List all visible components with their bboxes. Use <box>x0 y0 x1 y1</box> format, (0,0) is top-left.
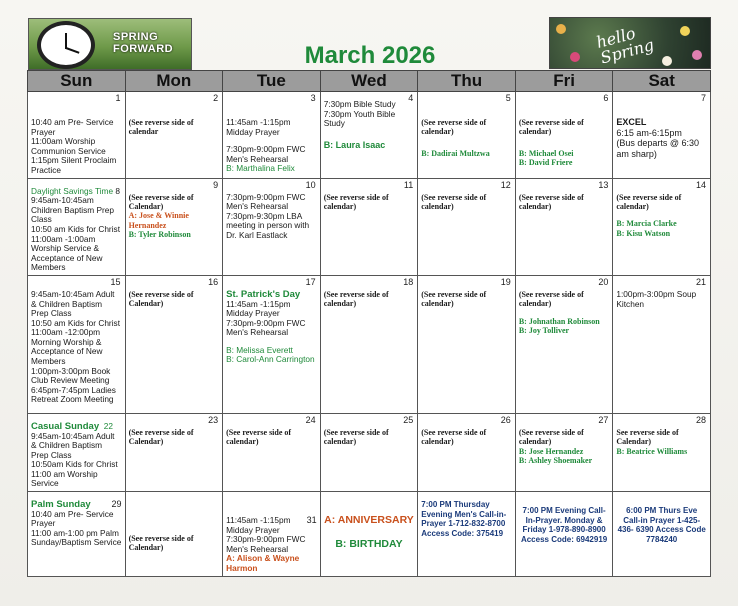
anniversary-legend: A: ANNIVERSARY <box>324 514 414 527</box>
day-events: (See reverse side of calendar) <box>518 427 584 447</box>
day-events: 7:30pm Bible Study 7:30pm Youth Bible Study <box>323 99 396 129</box>
hello-spring-image <box>549 17 711 69</box>
call-in-prayer-thurs-eve <box>613 492 711 577</box>
day-number: 10 <box>305 179 316 190</box>
birthday-names: B: Dadirai Multzwa <box>421 148 490 158</box>
day-number: 2 <box>213 93 219 103</box>
day-events: 7:30pm-9:00pm FWC Men's Rehearsal <box>226 144 306 164</box>
day-events: 11:45am -1:15pm Midday Prayer 7:30pm-9:00pm FWC Men's Rehearsal <box>226 515 306 554</box>
day-cell-15 <box>28 275 126 413</box>
day-events: 6:15 am-6:15pm (Bus departs @ 6:30 am sharp) <box>616 127 700 159</box>
event-title: EXCEL <box>616 117 647 127</box>
day-cell-23 <box>125 413 223 491</box>
weekday-sat: Sat <box>613 71 711 92</box>
birthday-names: B: Melissa Everett B: Carol-Ann Carrington <box>226 344 315 365</box>
day-cell-10 <box>223 178 321 275</box>
day-number: 26 <box>500 414 511 425</box>
weekday-header-row <box>28 71 711 92</box>
day-events: (See reverse side of calendar) <box>518 289 584 309</box>
day-number: 16 <box>208 276 219 287</box>
day-cell-11 <box>320 178 418 275</box>
call-in-text: 6:00 PM Thurs Eve Call-in Prayer 1-425-436- 6390 Access Code 7784240 <box>617 506 706 544</box>
weekday-fri: Fri <box>515 71 613 92</box>
call-in-text: 7:00 PM Thursday Evening Men's Call-in- Prayer 1-712-832-8700 Access Code: 375419 <box>421 500 507 538</box>
day-events: (See reverse side of calendar) <box>323 427 389 447</box>
day-cell-6 <box>515 92 613 179</box>
birthday-names: B: Laura Isaac <box>323 139 386 150</box>
day-events: (See reverse side of calendar) <box>421 289 487 309</box>
day-number: 3 <box>310 93 316 103</box>
day-number: 24 <box>305 414 316 425</box>
spring-forward-text: SPRING FORWARD <box>113 31 174 55</box>
day-number: 25 <box>403 414 414 425</box>
week-row <box>28 413 711 491</box>
day-number: 31 <box>306 515 317 526</box>
call-in-text: 7:00 PM Evening Call-In-Prayer. Monday & Friday 1-978-890-8900 Access Code: 6942919 <box>520 506 608 544</box>
day-number: 12 <box>500 179 511 190</box>
day-number: 15 <box>110 276 121 287</box>
day-events: (See reverse side of calendar) <box>518 192 584 211</box>
day-number: 23 <box>208 414 219 425</box>
day-cell-16 <box>125 275 223 413</box>
call-in-prayer-thursday <box>418 492 516 577</box>
day-events: 10:40 am Pre- Service Prayer 11:00 am-1:00 pm Palm Sunday/Baptism Service <box>31 508 122 548</box>
day-cell-26 <box>418 413 516 491</box>
day-events: (See reverse side of calendar) <box>421 192 487 211</box>
day-cell-18 <box>320 275 418 413</box>
birthday-names: B: Marthalina Felix <box>226 163 295 174</box>
event-title: Casual Sunday <box>31 420 100 432</box>
day-cell-5 <box>418 92 516 179</box>
hello-spring-text: hello Spring <box>594 23 656 68</box>
day-cell-21 <box>613 275 711 413</box>
day-cell-27 <box>515 413 613 491</box>
day-number: 22 <box>103 420 113 431</box>
day-cell-25 <box>320 413 418 491</box>
birthday-names: B: Marcia Clarke B: Kisu Watson <box>616 219 677 238</box>
day-events: (See reverse side of calendar <box>128 118 194 137</box>
day-number: 17 <box>305 276 316 287</box>
day-number: 4 <box>408 93 414 103</box>
day-events: 10:40 am Pre- Service Prayer 11:00am Worship Communion Service 1:15pm Silent Proclaim Practice <box>31 117 117 175</box>
day-events: (See reverse side of Calendar) <box>128 192 194 211</box>
weekday-wed: Wed <box>320 71 418 92</box>
day-cell-24 <box>223 413 321 491</box>
calendar-grid <box>27 70 711 577</box>
day-number: 19 <box>500 276 511 287</box>
day-events: (See reverse side of calendar) <box>323 192 389 211</box>
day-number: 28 <box>695 414 706 425</box>
day-number: 8 <box>115 185 121 196</box>
day-number: 27 <box>598 414 609 425</box>
week-row <box>28 92 711 179</box>
day-events: 11:45am -1:15pm Midday Prayer 7:30pm-9:00pm FWC Men's Rehearsal <box>226 298 306 338</box>
week-row <box>28 178 711 275</box>
week-row <box>28 275 711 413</box>
day-events: 9:45am-10:45am Children Baptism Prep Class 10:50 am Kids for Christ 11:00am -1:00am Worship Service & Acceptance of New Members <box>31 195 120 273</box>
day-cell-7 <box>613 92 711 179</box>
day-cell-3 <box>223 92 321 179</box>
anniversary-names: A: Alison & Wayne Harmon <box>226 553 300 574</box>
day-cell-13 <box>515 178 613 275</box>
day-events: 9:45am-10:45am Adult & Children Baptism Prep Class 10:50 am Kids for Christ 11:00am -12:00pm Morning Worship & Acceptance of New Members 1:00pm-3:00pm Book Club Review Meeting 6:45pm-7:45pm Ladies Retreat Zoom Meeting <box>31 288 120 405</box>
day-events: (See reverse side of Calendar) <box>128 289 194 309</box>
event-title: St. Patrick's Day <box>226 288 301 300</box>
day-events: (See reverse side of Calendar) <box>128 534 194 553</box>
day-cell-12 <box>418 178 516 275</box>
day-events: (See reverse side of calendar) <box>421 427 487 447</box>
day-number: 18 <box>403 276 414 287</box>
day-events: See reverse side of Calendar) <box>616 427 679 447</box>
day-cell-2 <box>125 92 223 179</box>
day-number: 7 <box>700 93 706 103</box>
day-cell-22 <box>28 413 126 491</box>
day-cell-4 <box>320 92 418 179</box>
event-title: Palm Sunday <box>31 499 91 511</box>
weekday-tue: Tue <box>223 71 321 92</box>
day-cell-9 <box>125 178 223 275</box>
day-events: (See reverse side of Calendar) <box>128 427 194 447</box>
day-number: 6 <box>603 93 609 103</box>
spring-forward-image <box>28 18 192 70</box>
day-cell-14 <box>613 178 711 275</box>
day-events: (See reverse side of calendar) <box>421 118 487 137</box>
birthday-names: B: Beatrice Williams <box>616 446 688 456</box>
day-number: 29 <box>111 499 122 510</box>
day-number: 20 <box>598 276 609 287</box>
event-title: Daylight Savings Time <box>31 185 114 196</box>
anniversary-names: A: Jose & Winnie Hernandez <box>128 211 189 230</box>
call-in-prayer-mon-fri <box>515 492 613 577</box>
birthday-legend: B: BIRTHDAY <box>335 537 403 550</box>
day-number: 13 <box>598 179 609 190</box>
day-events: (See reverse side of calendar) <box>616 192 682 211</box>
birthday-names: B: Tyler Robinson <box>128 230 191 240</box>
day-cell-1 <box>28 92 126 179</box>
day-number: 9 <box>213 179 219 190</box>
day-events: (See reverse side of calendar) <box>226 427 292 447</box>
birthday-names: B: Michael Osei B: David Friere <box>518 148 574 168</box>
weekday-sun: Sun <box>28 71 126 92</box>
birthday-names: B: Johnathan Robinson B: Joy Tolliver <box>518 316 600 336</box>
page-title: March 2026 <box>304 42 436 69</box>
day-number: 14 <box>695 179 706 190</box>
day-number: 1 <box>115 93 121 103</box>
day-number: 11 <box>403 179 414 190</box>
birthday-names: B: Jose Hernandez B: Ashley Shoemaker <box>518 446 593 466</box>
clock-icon <box>37 21 95 69</box>
day-cell-19 <box>418 275 516 413</box>
day-cell-30 <box>125 492 223 577</box>
day-events: (See reverse side of calendar) <box>518 118 584 137</box>
weekday-mon: Mon <box>125 71 223 92</box>
day-events: 7:30pm-9:00pm FWC Men's Rehearsal 7:30pm-9:30pm LBA meeting in person with Dr. Karl Eastlack <box>226 191 310 240</box>
day-cell-28 <box>613 413 711 491</box>
day-events: 1:00pm-3:00pm Soup Kitchen <box>616 288 697 309</box>
day-events: 9:45am-10:45am Adult & Children Baptism Prep Class 10:50am Kids for Christ 11:00 am Worship Service <box>31 430 118 489</box>
day-events: (See reverse side of calendar) <box>323 289 389 309</box>
weekday-thu: Thu <box>418 71 516 92</box>
day-cell-29 <box>28 492 126 577</box>
day-number: 21 <box>695 276 706 287</box>
day-number: 5 <box>505 93 511 103</box>
day-cell-8 <box>28 178 126 275</box>
day-cell-31 <box>223 492 321 577</box>
week-row <box>28 492 711 577</box>
legend-cell <box>320 492 418 577</box>
day-cell-17 <box>223 275 321 413</box>
day-events: 11:45am -1:15pm Midday Prayer <box>226 117 291 137</box>
day-cell-20 <box>515 275 613 413</box>
